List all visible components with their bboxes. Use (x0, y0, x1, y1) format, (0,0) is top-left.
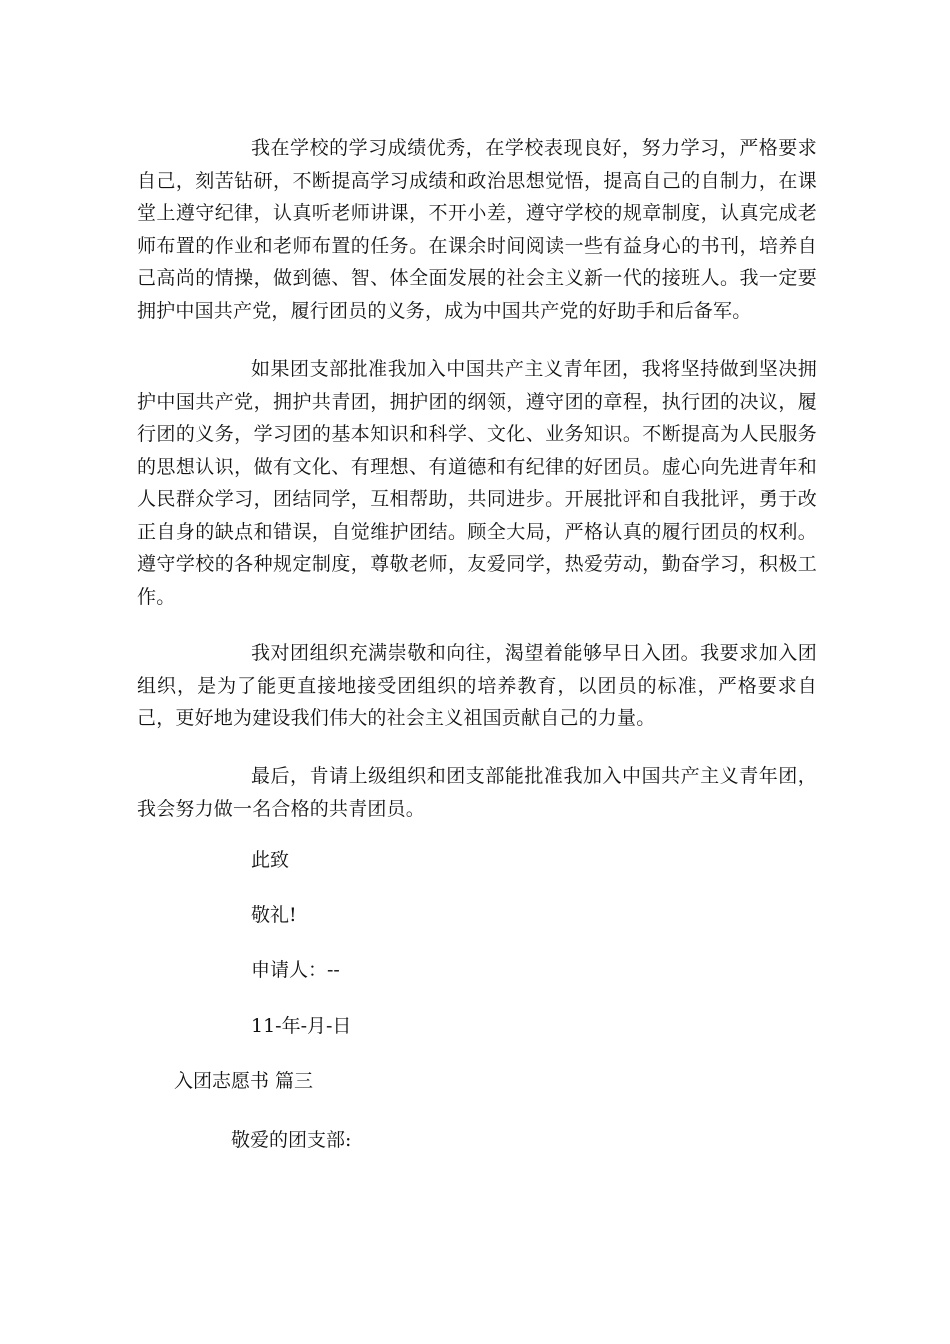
body-paragraph-4: 最后，肯请上级组织和团支部能批准我加入中国共产主义青年团，我会努力做一名合格的共青团员。 (137, 765, 817, 820)
salutation: 敬爱的团支部: (231, 1129, 352, 1151)
closing-greeting: 此致 (251, 849, 290, 871)
body-paragraph-3: 我对团组织充满崇敬和向往，渴望着能够早日入团。我要求加入团组织，是为了能更直接地接受团组织的培养教育，以团员的标准，严格要求自己，更好地为建设我们伟大的社会主义祖国贡献自己的力量。 (137, 642, 817, 729)
body-paragraph-1: 我在学校的学习成绩优秀，在学校表现良好，努力学习，严格要求自己，刻苦钻研，不断提高学习成绩和政治思想觉悟，提高自己的自制力，在课堂上遵守纪律，认真听老师讲课，不开小差，遵守学校的规章制度，认真完成老师布置的作业和老师布置的任务。在课余时间阅读一些有益身心的书刊，培养自己高尚的情操，做到德、智、体全面发展的社会主义新一代的接班人。我一定要拥护中国共产党，履行团员的义务，成为中国共产党的好助手和后备军。 (137, 137, 817, 322)
closing-salute: 敬礼! (251, 904, 297, 926)
body-paragraph-2: 如果团支部批准我加入中国共产主义青年团，我将坚持做到坚决拥护中国共产党，拥护共青团，拥护团的纲领，遵守团的章程，执行团的决议，履行团的义务，学习团的基本知识和科学、文化、业务知识。不断提高为人民服务的思想认识，做有文化、有理想、有道德和有纪律的好团员。虚心向先进青年和人民群众学习，团结同学，互相帮助，共同进步。开展批评和自我批评，勇于改正自身的缺点和错误，自觉维护团结。顾全大局，严格认真的履行团员的权利。遵守学校的各种规定制度，尊敬老师，友爱同学，热爱劳动，勤奋学习，积极工作。 (137, 358, 817, 608)
application-date: 11-年-月-日 (251, 1015, 352, 1037)
section-title: 入团志愿书 篇三 (174, 1070, 314, 1092)
applicant-signature: 申请人：-- (251, 959, 340, 981)
